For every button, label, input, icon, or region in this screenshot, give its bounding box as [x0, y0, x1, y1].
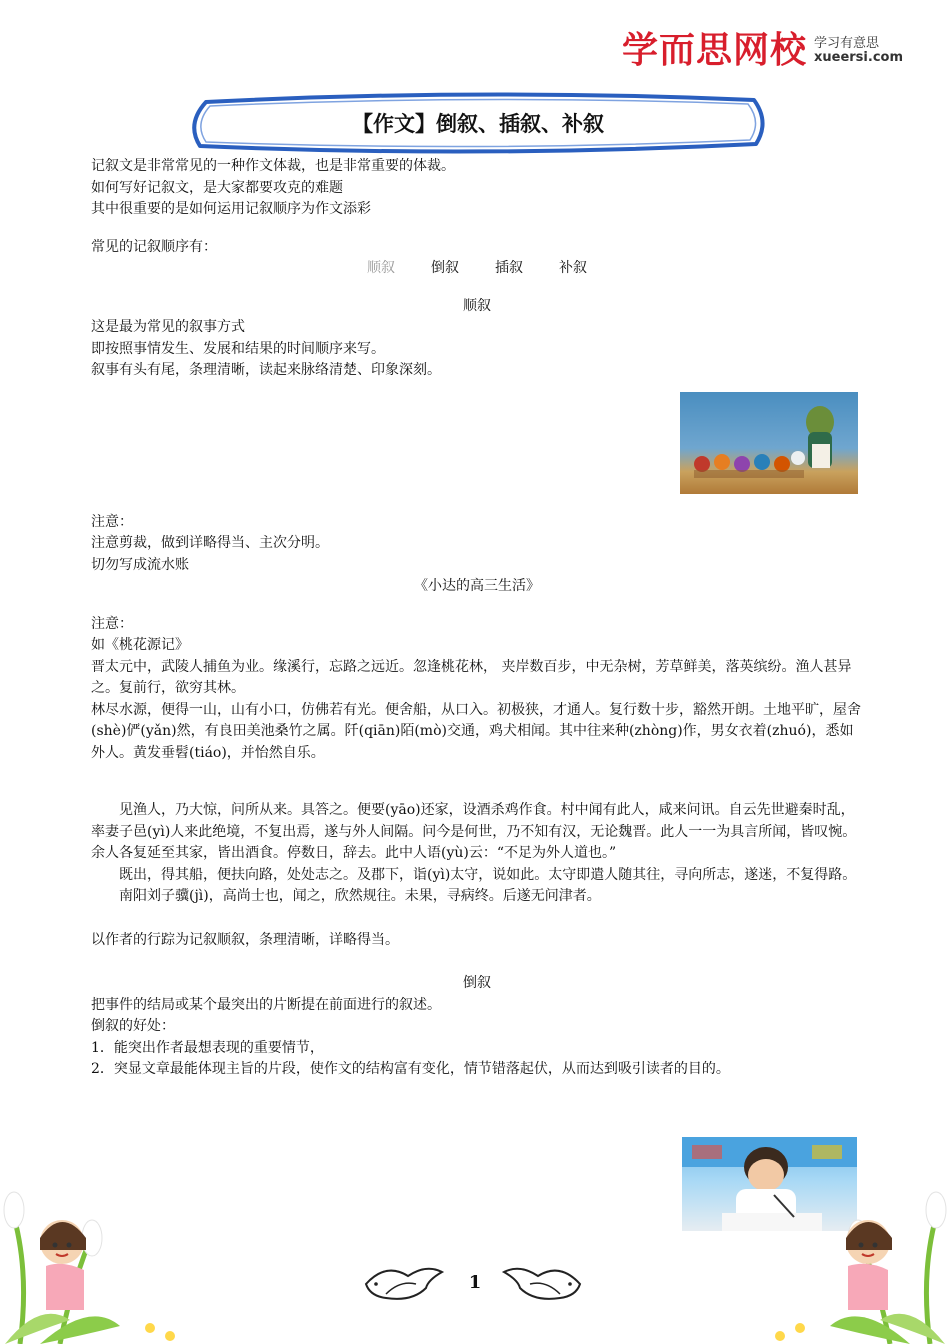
flower-decoration-left	[0, 1150, 190, 1344]
section-heading-daoxu: 倒叙	[463, 975, 491, 991]
article-body	[91, 156, 863, 1081]
classic-paragraph: 晋太元中，武陵人捕鱼为业。缘溪行，忘路之远近。忽逢桃花林， 夹岸数百步，中无杂树，芳草鲜美，落英缤纷。渔人甚异之。复前行，欲穷其林。	[91, 658, 852, 696]
order-item: 倒叙	[431, 260, 459, 276]
classic-paragraph: 南阳刘子骥(jì)，高尚士也，闻之，欣然规往。未果，寻病终。后遂无问津者。	[119, 888, 601, 904]
title-banner	[184, 92, 772, 154]
intro-line: 如何写好记叙文，是大家都要攻克的难题	[91, 179, 343, 196]
classic-paragraph: 林尽水源，便得一山，山有小口，仿佛若有光。便舍船，从口入。初极狭，才通人。复行数十步，豁然开朗。土地平旷，屋舍(shè)俨(yǎn)然，有良田美池桑竹之属。阡(qiān)陌(mò)交通，鸡犬相闻。其中往来种(zhòng)作，男女衣着(zhuó)，悉如外人。黄发垂髫(tiáo)，并怡然自乐。	[91, 701, 861, 761]
daoxu-definition: 把事件的结局或某个最突出的片断提在前面进行的叙述。	[91, 996, 441, 1013]
page-title: 【作文】倒叙、插叙、补叙	[352, 112, 604, 136]
note-line: 切勿写成流水账	[91, 556, 189, 573]
intro-line: 其中很重要的是如何运用记叙顺序为作文添彩	[91, 201, 371, 217]
summary-line: 以作者的行踪为记叙顺叙，条理清晰，详略得当。	[91, 931, 399, 948]
classic-paragraph: 见渔人，乃大惊，问所从来。具答之。便要(yāo)还家，设酒杀鸡作食。村中闻有此人，咸来问讯。自云先世避秦时乱，率妻子邑(yì)人来此绝境，不复出焉，遂与外人间隔。问今是何世，乃不知有汉，无论魏晋。此人一一为具言所闻，皆叹惋。余人各复延至其家，皆出酒食。停数日，辞去。此中人语(yù)云：“不足为外人道也。”	[91, 802, 857, 861]
dove-right-icon	[494, 1254, 590, 1310]
shunxu-line: 这是最为常见的叙事方式	[91, 319, 245, 335]
orders-list	[91, 258, 863, 280]
logo-text: 学而思网校	[622, 30, 808, 71]
example-title: 如《桃花源记》	[91, 637, 189, 653]
dove-left-icon	[356, 1254, 452, 1310]
benefit-item: 1．能突出作者最想表现的重要情节，	[91, 1039, 324, 1056]
brand-logo	[622, 22, 922, 70]
shunxu-line: 叙事有头有尾，条理清晰，读起来脉络清楚、印象深刻。	[91, 362, 441, 378]
note-label: 注意：	[91, 513, 133, 530]
intro-line: 记叙文是非常常见的一种作文体裁，也是非常重要的体裁。	[91, 158, 455, 174]
order-item: 顺叙	[367, 260, 395, 276]
orders-label: 常见的记叙顺序有：	[91, 238, 217, 255]
order-item: 插叙	[495, 260, 523, 276]
note-line: 注意剪裁，做到详略得当、主次分明。	[91, 535, 329, 551]
classic-paragraph: 既出，得其船，便扶向路，处处志之。及郡下，诣(yì)太守，说如此。太守即遣人随其往，寻向所志，遂迷，不复得路。	[119, 866, 857, 883]
note-label: 注意：	[91, 615, 133, 632]
flower-decoration-right	[760, 1150, 950, 1344]
shunxu-line: 即按照事情发生、发展和结果的时间顺序来写。	[91, 340, 385, 357]
order-item: 补叙	[559, 260, 587, 276]
section-heading-shunxu: 顺叙	[463, 297, 491, 314]
benefits-label: 倒叙的好处：	[91, 1018, 175, 1034]
book-title: 《小达的高三生活》	[414, 578, 540, 594]
animal-parade-illustration	[680, 392, 858, 494]
logo-url: xueersi.com	[814, 50, 904, 65]
benefit-item: 2．突显文章最能体现主旨的片段，使作文的结构富有变化，情节错落起伏，从而达到吸引读者的目的。	[91, 1061, 730, 1077]
page-number: 1	[468, 1272, 482, 1293]
logo-tagline: 学习有意思	[814, 36, 880, 51]
